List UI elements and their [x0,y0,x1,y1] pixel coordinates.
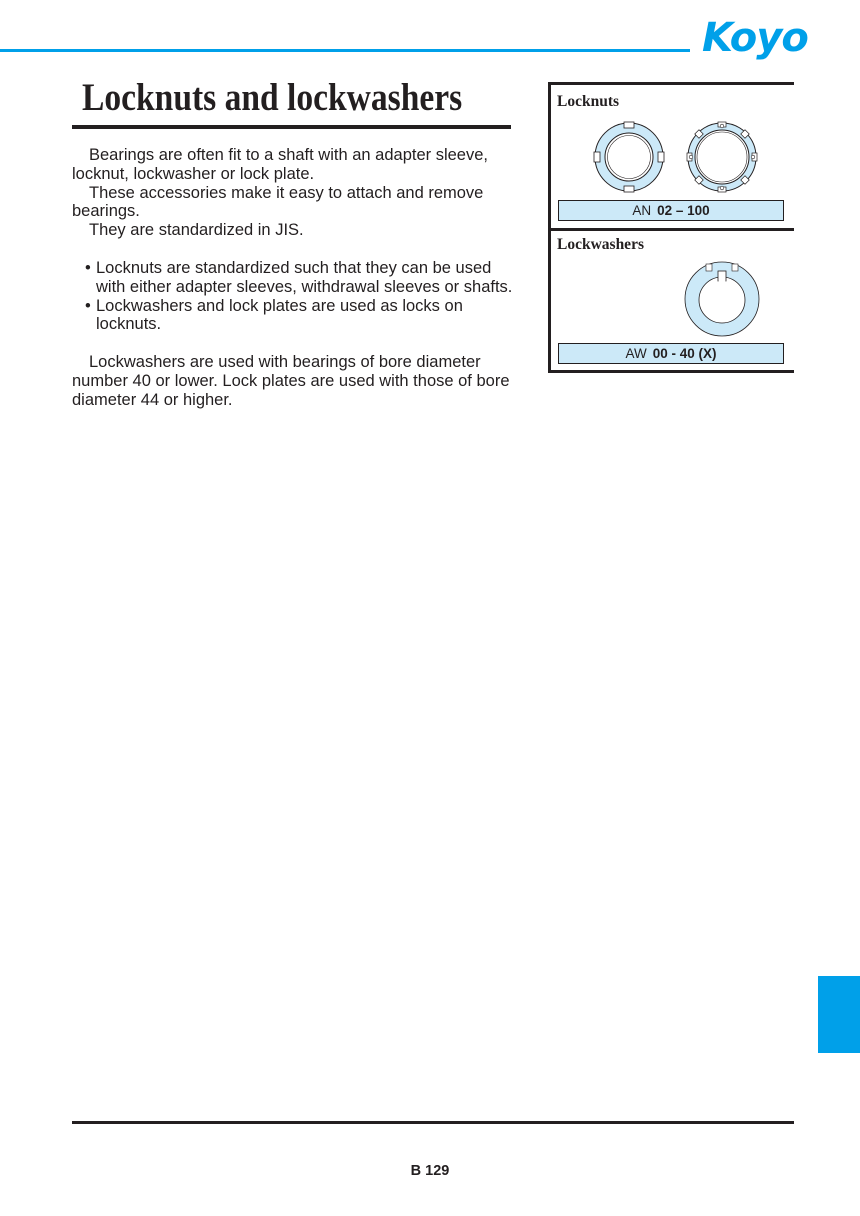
panel-divider [551,228,794,231]
jis-paragraph: They are standardized in JIS. [89,221,304,240]
header-rule [0,49,690,52]
locknuts-heading: Locknuts [557,93,620,110]
lockwasher-spec-prefix: AW [625,346,647,361]
page-number: B 129 [410,1163,450,1179]
locknut-spec-range: 02 – 100 [657,203,710,218]
lockwasher-icon [683,260,761,338]
bullet-lockwashers: • Lockwashers and lock plates are used as locks on locknuts. [85,297,517,335]
bullet-locknuts: • Locknuts are standardized such that they can be used with either adapter sleeves, withdrawal sleeves or shafts. [85,259,517,297]
page-title: Locknuts and lockwashers [82,76,463,119]
locknut-spec-box [558,200,784,221]
bullet-list [72,259,517,334]
locknut-spec-prefix: AN [632,203,652,218]
body-text [72,146,517,410]
accessories-paragraph: These accessories make it easy to attach and remove bearings. [72,183,484,221]
accessories-panel [548,82,794,373]
intro-paragraph: Bearings are often fit to a shaft with an adapter sleeve, locknut, lockwasher or lock plate. [72,146,488,183]
section-index-tab [818,976,860,1053]
lockwasher-spec-range: 00 - 40 (X) [652,346,717,361]
brand-logo: Koyo [702,15,808,61]
footer-rule [72,1121,794,1124]
lockwashers-heading: Lockwashers [557,236,644,253]
locknut-with-holes-icon [684,119,760,195]
closing-paragraph: Lockwashers are used with bearings of bore diameter number 40 or lower. Lock plates are used with those of bore diameter 44 or higher. [72,353,510,409]
locknut-icon [591,119,667,195]
title-rule [72,125,511,129]
lockwasher-spec-box [558,343,784,364]
